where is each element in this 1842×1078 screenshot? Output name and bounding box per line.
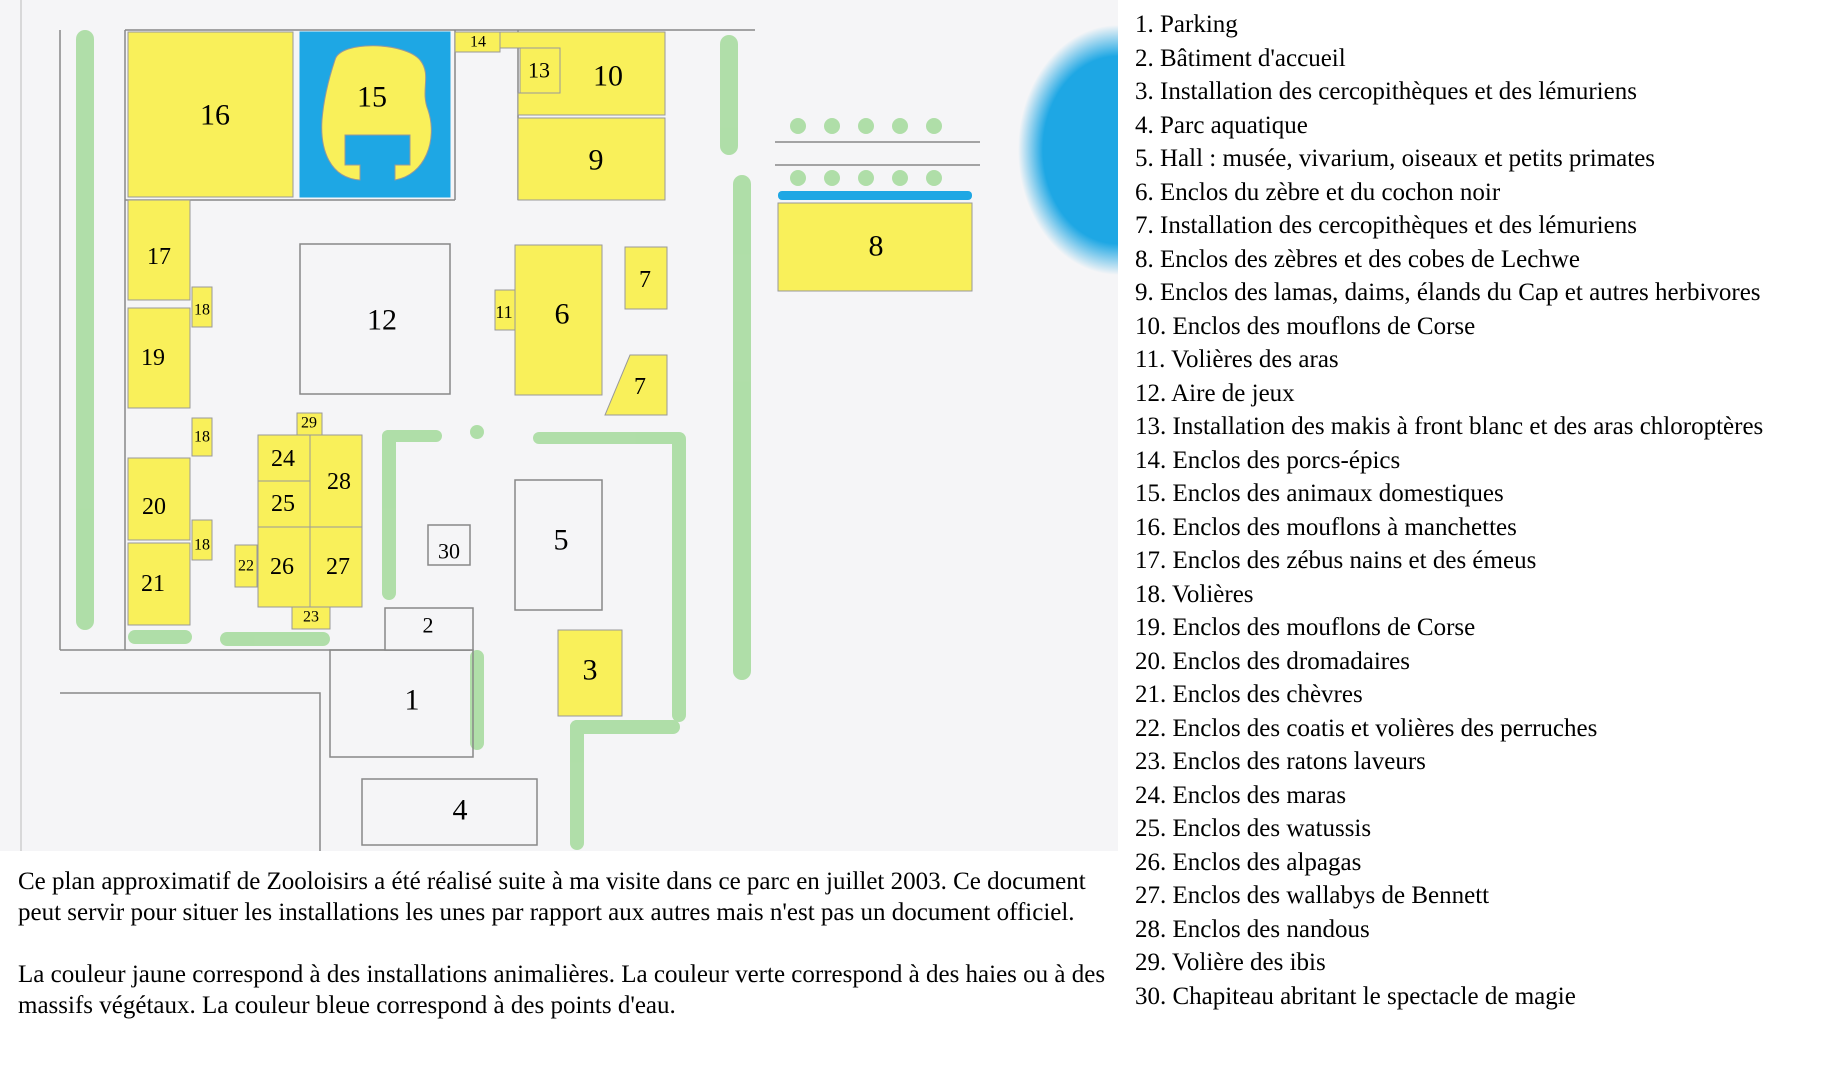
area-label-30: 30 — [438, 538, 460, 564]
area-label-22: 22 — [238, 557, 254, 575]
area-label-14: 14 — [470, 33, 486, 51]
area-label-26: 26 — [270, 554, 294, 580]
legend-item-25: 25. Enclos des watussis — [1135, 815, 1372, 842]
area-label-13: 13 — [528, 57, 550, 83]
legend-item-9: 9. Enclos des lamas, daims, élands du Cap et autres herbivores — [1135, 279, 1761, 306]
area-label-9: 9 — [588, 143, 604, 177]
legend-item-17: 17. Enclos des zébus nains et des émeus — [1135, 547, 1537, 574]
area-label-16: 16 — [200, 98, 230, 132]
area-label-18b: 18 — [194, 428, 210, 446]
area-label-4: 4 — [452, 793, 468, 827]
area-label-20: 20 — [142, 494, 166, 520]
legend-item-2: 2. Bâtiment d'accueil — [1135, 44, 1346, 72]
legend-item-4: 4. Parc aquatique — [1135, 111, 1308, 139]
area-label-18c: 18 — [194, 536, 210, 554]
legend-item-10: 10. Enclos des mouflons de Corse — [1135, 312, 1476, 340]
area-label-12: 12 — [367, 303, 397, 337]
area-label-1: 1 — [404, 683, 420, 717]
legend-item-16: 16. Enclos des mouflons à manchettes — [1135, 513, 1517, 541]
legend-item-12: 12. Aire de jeux — [1135, 379, 1295, 407]
legend-item-21: 21. Enclos des chèvres — [1135, 681, 1363, 708]
area-label-23: 23 — [303, 608, 319, 626]
map-notes — [18, 866, 1118, 1052]
legend-item-7: 7. Installation des cercopithèques et des lémuriens — [1135, 212, 1637, 239]
area-label-18a: 18 — [194, 301, 210, 319]
area-label-2: 2 — [422, 612, 434, 638]
area-label-10: 10 — [593, 59, 623, 93]
legend-item-20: 20. Enclos des dromadaires — [1135, 647, 1410, 675]
area-label-29: 29 — [301, 414, 317, 432]
legend-item-28: 28. Enclos des nandous — [1135, 915, 1370, 943]
legend-item-13: 13. Installation des makis à front blanc et des aras chloroptères — [1135, 413, 1764, 440]
legend-item-1: 1. Parking — [1135, 11, 1238, 38]
legend-item-14: 14. Enclos des porcs-épics — [1135, 446, 1401, 474]
area-label-21: 21 — [141, 571, 165, 597]
legend-item-6: 6. Enclos du zèbre et du cochon noir — [1135, 178, 1501, 206]
note-disclaimer: Ce plan approximatif de Zooloisirs a été réalisé suite à ma visite dans ce parc en juillet 2003. Ce document peut servir pour situer les installations les unes par rapport aux autres mais n'est pas un document officiel. — [18, 868, 1086, 926]
zoo-map — [0, 0, 1118, 851]
legend-item-8: 8. Enclos des zèbres et des cobes de Lechwe — [1135, 245, 1580, 273]
legend-item-19: 19. Enclos des mouflons de Corse — [1135, 614, 1476, 641]
legend-item-18: 18. Volières — [1135, 580, 1254, 608]
note-colors: La couleur jaune correspond à des installations animalières. La couleur verte correspond à des haies ou à des massifs végétaux. La couleur bleue correspond à des points d'eau. — [18, 961, 1106, 1019]
area-label-6: 6 — [554, 297, 570, 331]
legend-item-27: 27. Enclos des wallabys de Bennett — [1135, 882, 1490, 909]
area-label-28: 28 — [327, 469, 351, 495]
area-label-27: 27 — [326, 554, 350, 580]
area-label-19: 19 — [141, 345, 165, 371]
water-channel — [778, 191, 972, 200]
area-label-24: 24 — [271, 446, 295, 472]
area-label-5: 5 — [553, 523, 569, 557]
map-legend — [1135, 8, 1763, 1013]
legend-item-5: 5. Hall : musée, vivarium, oiseaux et petits primates — [1135, 145, 1656, 172]
area-4-shape — [362, 779, 537, 845]
area-label-15: 15 — [357, 80, 387, 114]
area-label-7b: 7 — [634, 374, 646, 400]
area-label-7a: 7 — [639, 267, 651, 293]
area-label-3: 3 — [582, 653, 598, 687]
area-label-8: 8 — [868, 229, 884, 263]
legend-item-29: 29. Volière des ibis — [1135, 949, 1326, 976]
area-label-25: 25 — [271, 491, 295, 517]
legend-item-11: 11. Volières des aras — [1135, 346, 1339, 373]
area-label-11: 11 — [495, 302, 513, 322]
legend-item-26: 26. Enclos des alpagas — [1135, 848, 1362, 876]
legend-item-23: 23. Enclos des ratons laveurs — [1135, 748, 1426, 775]
legend-item-15: 15. Enclos des animaux domestiques — [1135, 480, 1504, 507]
legend-item-3: 3. Installation des cercopithèques et des lémuriens — [1135, 78, 1637, 105]
legend-item-22: 22. Enclos des coatis et volières des perruches — [1135, 714, 1598, 742]
legend-item-30: 30. Chapiteau abritant le spectacle de magie — [1135, 982, 1576, 1010]
legend-item-24: 24. Enclos des maras — [1135, 781, 1347, 809]
area-label-17: 17 — [147, 244, 171, 270]
